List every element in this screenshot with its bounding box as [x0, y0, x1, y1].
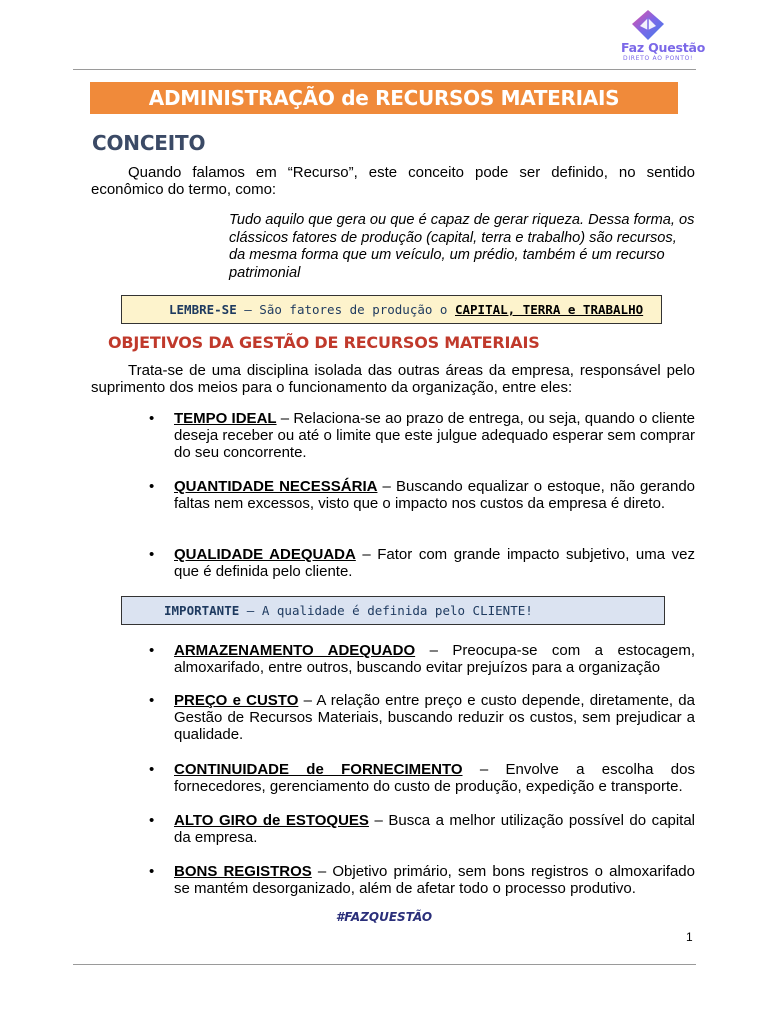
footer-divider	[73, 964, 696, 965]
list-item-text: – Fator com grande impacto subjetivo, uma vez que é definida pelo cliente.	[174, 546, 695, 580]
list-item-text: – Relaciona-se ao prazo de entrega, ou seja, quando o cliente deseja receber ou até o limite que este julgue adequado esperar sem comprar do seu concorrente.	[174, 410, 695, 461]
list-item-term: QUALIDADE ADEQUADA	[174, 546, 356, 563]
bullet-icon: •	[149, 478, 155, 495]
page-number: 1	[686, 930, 693, 944]
list-item-term: PREÇO e CUSTO	[174, 692, 299, 709]
brand-logo	[618, 8, 706, 62]
list-item-term: CONTINUIDADE de FORNECIMENTO	[174, 761, 463, 778]
list-item	[149, 812, 695, 846]
objetivos-paragraph: Trata-se de uma disciplina isolada das outras áreas da empresa, responsável pelo suprimento dos meios para o funcionamento da organização, entre eles:	[91, 362, 695, 396]
list-item	[149, 692, 695, 743]
conceito-quote: Tudo aquilo que gera ou que é capaz de gerar riqueza. Dessa forma, os clássicos fatores de produção (capital, terra e trabalho) são recursos, da mesma forma que um veículo, um prédio, também é um recurso patrimonial	[229, 212, 695, 281]
lembre-text: – São fatores de produção o	[236, 302, 455, 317]
bullet-icon: •	[149, 642, 155, 659]
book-pen-logo-icon	[626, 8, 670, 44]
list-item	[149, 761, 695, 795]
bullet-icon: •	[149, 546, 155, 563]
list-item	[149, 546, 695, 580]
list-item-term: QUANTIDADE NECESSÁRIA	[174, 478, 378, 495]
conceito-paragraph: Quando falamos em “Recurso”, este conceito pode ser definido, no sentido econômico do termo, como:	[91, 164, 695, 198]
section-heading-conceito: CONCEITO	[92, 131, 206, 155]
header-divider	[73, 69, 696, 70]
importante-text: – A qualidade é definida pelo CLIENTE!	[239, 603, 533, 618]
list-item	[149, 863, 695, 897]
list-item	[149, 410, 695, 461]
document-title: ADMINISTRAÇÃO de RECURSOS MATERIAIS	[90, 82, 678, 114]
lembre-label: LEMBRE-SE	[169, 302, 237, 317]
list-item-term: BONS REGISTROS	[174, 863, 312, 880]
list-item-term: ARMAZENAMENTO ADEQUADO	[174, 642, 416, 659]
importante-callout	[121, 596, 665, 625]
bullet-icon: •	[149, 761, 155, 778]
importante-label: IMPORTANTE	[164, 603, 240, 618]
logo-tagline: DIRETO AO PONTO!	[623, 55, 694, 62]
list-item-text: – Buscando equalizar o estoque, não gerando faltas nem excessos, visto que o impacto nos custos da empresa é direto.	[174, 478, 696, 512]
list-item-text: – Envolve a escolha dos fornecedores, gerenciamento do custo de produção, expedição e transporte.	[174, 761, 695, 795]
list-item-text: – Objetivo primário, sem bons registros o almoxarifado se mantém desorganizado, além de afetar todo o processo produtivo.	[174, 863, 695, 897]
list-item-term: ALTO GIRO de ESTOQUES	[174, 812, 369, 829]
list-item-text: – A relação entre preço e custo depende, diretamente, da Gestão de Recursos Materiais, buscando reduzir os custos, sem prejudicar a qualidade.	[174, 692, 695, 743]
bullet-icon: •	[149, 410, 155, 427]
list-item-text: – Busca a melhor utilização possível do capital da empresa.	[174, 812, 695, 846]
bullet-icon: •	[149, 812, 155, 829]
section-heading-objetivos: OBJETIVOS DA GESTÃO DE RECURSOS MATERIAIS	[108, 333, 540, 352]
logo-name: Faz Questão	[621, 40, 706, 55]
lembre-strong: CAPITAL, TERRA e TRABALHO	[454, 302, 644, 317]
bullet-icon: •	[149, 863, 155, 880]
list-item	[149, 642, 695, 676]
footer-hashtag: #FAZQUESTÃO	[335, 910, 433, 924]
bullet-icon: •	[149, 692, 155, 709]
lembre-callout	[121, 295, 662, 324]
list-item	[149, 478, 696, 512]
list-item-term: TEMPO IDEAL	[174, 410, 277, 427]
list-item-text: – Preocupa-se com a estocagem, almoxarifado, entre outros, buscando evitar prejuízos para a organização	[174, 642, 695, 676]
